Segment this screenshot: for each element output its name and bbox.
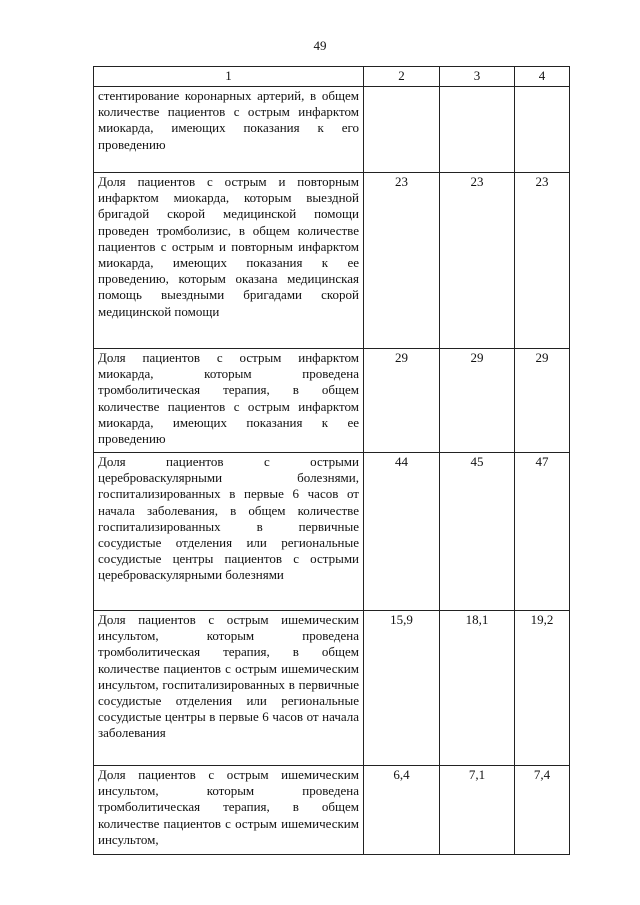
table-header-row bbox=[94, 67, 570, 87]
indicator-value-col2: 15,9 bbox=[364, 611, 440, 766]
indicator-description: стентирование коронарных артерий, в общем количестве пациентов с острым инфарктом миокарда, имеющих показания к его проведению bbox=[94, 87, 364, 173]
table-row bbox=[94, 87, 570, 173]
indicator-description: Доля пациентов с острым и повторным инфарктом миокарда, которым выездной бригадой скорой медицинской помощи проведен тромболизис, в общем количестве пациентов с острым и повторным инфарктом миокарда, имеющих показания к ее проведению, которым оказана медицинская помощь выездными бригадами скорой медицинской помощи bbox=[94, 173, 364, 349]
indicator-table bbox=[93, 66, 570, 855]
column-header-1: 1 bbox=[94, 67, 364, 87]
indicator-description: Доля пациентов с острым ишемическим инсультом, которым проведена тромболитическая терапия, в общем количестве пациентов с острым ишемическим инсультом, госпитализированных в первичные сосудистые отделения или региональные сосудистые центры в первые 6 часов от начала заболевания bbox=[94, 611, 364, 766]
column-header-2: 2 bbox=[364, 67, 440, 87]
indicator-value-col2: 29 bbox=[364, 349, 440, 453]
indicator-value-col3: 29 bbox=[440, 349, 515, 453]
indicator-value-col3: 45 bbox=[440, 453, 515, 611]
table-row bbox=[94, 349, 570, 453]
indicator-value-col3 bbox=[440, 87, 515, 173]
indicator-description: Доля пациентов с острым инфарктом миокарда, которым проведена тромболитическая терапия, в общем количестве пациентов с острым инфарктом миокарда, имеющих показания к ее проведению bbox=[94, 349, 364, 453]
table-row bbox=[94, 453, 570, 611]
table-row bbox=[94, 611, 570, 766]
indicator-description: Доля пациентов с острым ишемическим инсультом, которым проведена тромболитическая терапия, в общем количестве пациентов с острым ишемическим инсультом, bbox=[94, 766, 364, 855]
indicator-value-col4: 19,2 bbox=[515, 611, 570, 766]
indicator-value-col4: 23 bbox=[515, 173, 570, 349]
indicator-value-col4: 47 bbox=[515, 453, 570, 611]
indicator-value-col2: 23 bbox=[364, 173, 440, 349]
indicator-value-col4: 7,4 bbox=[515, 766, 570, 855]
indicator-value-col3: 23 bbox=[440, 173, 515, 349]
indicator-description: Доля пациентов с острыми цереброваскулярными болезнями, госпитализированных в первые 6 часов от начала заболевания, в общем количестве госпитализированных в первичные сосудистые отделения или региональные сосудистые центры пациентов с острыми цереброваскулярными болезнями bbox=[94, 453, 364, 611]
indicator-value-col2: 6,4 bbox=[364, 766, 440, 855]
indicator-value-col2: 44 bbox=[364, 453, 440, 611]
page-number: 49 bbox=[313, 38, 327, 53]
column-header-4: 4 bbox=[515, 67, 570, 87]
table-row bbox=[94, 173, 570, 349]
indicator-value-col3: 7,1 bbox=[440, 766, 515, 855]
column-header-3: 3 bbox=[440, 67, 515, 87]
table-row bbox=[94, 766, 570, 855]
indicator-value-col4 bbox=[515, 87, 570, 173]
indicator-value-col3: 18,1 bbox=[440, 611, 515, 766]
indicator-value-col4: 29 bbox=[515, 349, 570, 453]
indicator-value-col2 bbox=[364, 87, 440, 173]
